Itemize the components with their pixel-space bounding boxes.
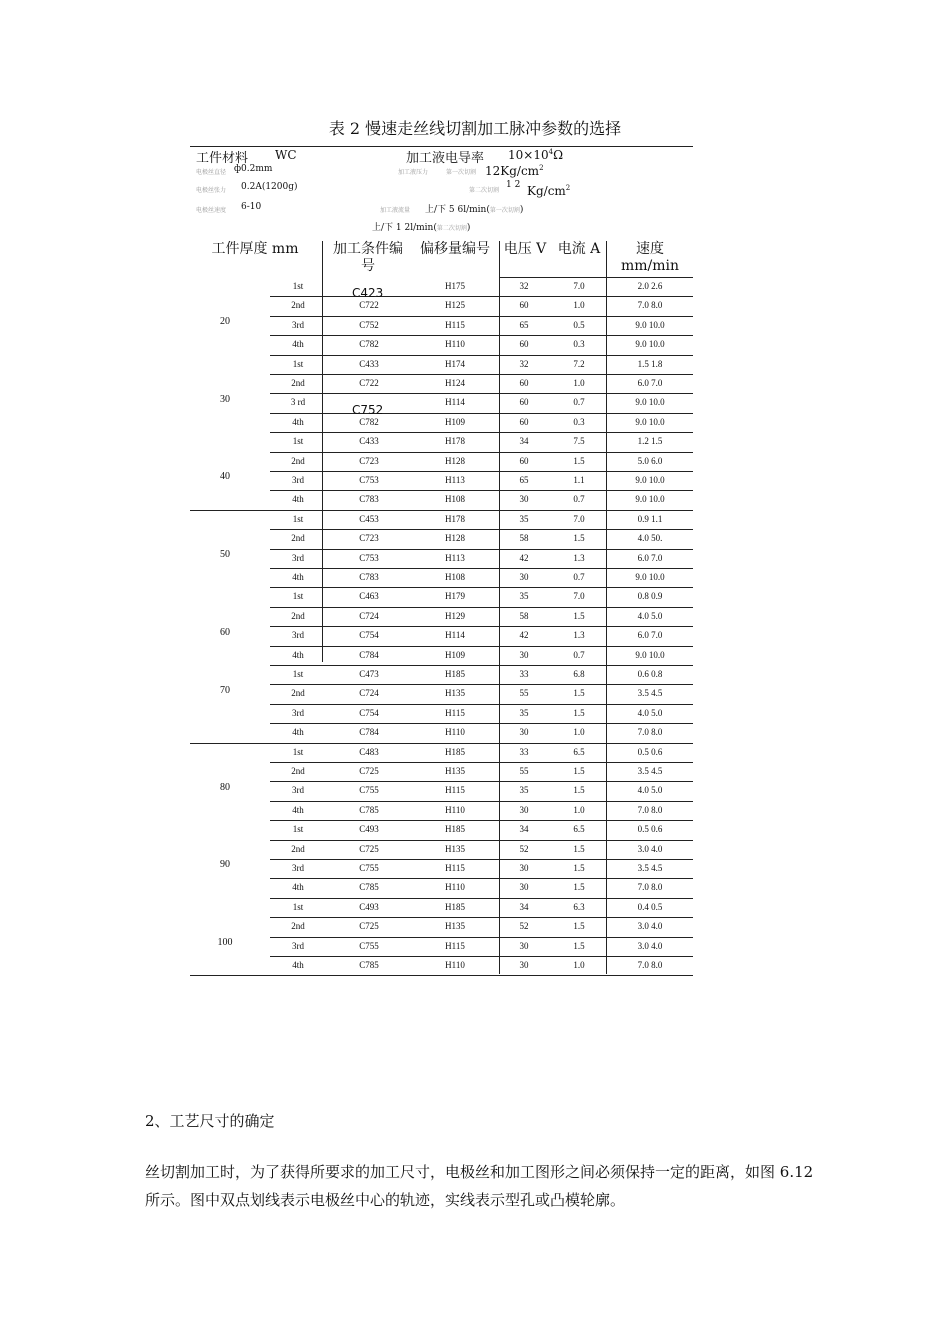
cell-offset: H128 <box>445 533 465 544</box>
cell-offset: H178 <box>445 513 465 524</box>
cell-pass: 4th <box>292 572 304 582</box>
cell-offset: H135 <box>445 688 465 699</box>
col-condition: 加工条件编号 <box>333 241 403 274</box>
cell-speed: 3.0 4.0 <box>637 843 663 854</box>
row-rule <box>190 975 693 976</box>
cell-speed: 0.9 1.1 <box>637 513 663 524</box>
cell-voltage: 35 <box>519 513 529 524</box>
cell-offset: H115 <box>445 940 465 951</box>
cell-pass: 4th <box>292 649 304 660</box>
cell-speed: 1.2 1.5 <box>637 436 663 447</box>
cell-speed: 4.0 50. <box>637 533 663 544</box>
cell-voltage: 30 <box>519 494 529 505</box>
cell-voltage: 58 <box>519 533 529 544</box>
header-bottom-rule <box>499 277 693 278</box>
section-heading: 2、工艺尺寸的确定 <box>145 1112 275 1130</box>
cell-condition: C784 <box>359 727 379 738</box>
cell-condition: C723 <box>359 533 379 544</box>
cell-current: 1.5 <box>573 921 585 932</box>
cell-condition: C754 <box>359 707 379 718</box>
cell-speed: 9.0 10.0 <box>635 649 665 660</box>
col-thickness: 工件厚度 mm <box>211 241 299 257</box>
parameter-table <box>190 144 693 974</box>
cell-condition: C724 <box>359 610 379 621</box>
row-rule <box>190 743 693 744</box>
cell-speed: 6.0 7.0 <box>637 378 663 388</box>
row-rule <box>270 413 693 414</box>
cell-condition: C493 <box>359 901 379 912</box>
cell-current: 1.0 <box>573 300 585 311</box>
cell-pass: 1st <box>292 901 304 912</box>
cell-current: 0.7 <box>573 494 585 505</box>
cell-offset: H113 <box>445 552 465 563</box>
cell-speed: 9.0 10.0 <box>635 319 665 330</box>
cell-condition: C783 <box>359 572 379 582</box>
table-title: 表 2 慢速走丝线切割加工脉冲参数的选择 <box>328 119 622 138</box>
cell-voltage: 34 <box>519 901 529 912</box>
cell-current: 1.5 <box>573 940 585 951</box>
cell-condition: C752 <box>359 319 379 330</box>
row-rule <box>270 665 693 666</box>
row-rule <box>270 917 693 918</box>
cell-speed: 0.5 0.6 <box>637 746 663 757</box>
row-rule <box>270 471 693 472</box>
row-rule <box>270 316 693 317</box>
row-rule <box>270 820 693 821</box>
pressure-second-value: 1 2 <box>506 180 521 190</box>
cell-current: 1.1 <box>573 475 585 485</box>
cell-pass: 2nd <box>291 533 305 544</box>
cell-condition: C725 <box>359 766 379 776</box>
cell-offset: H115 <box>445 319 465 330</box>
cell-speed: 0.8 0.9 <box>637 591 663 602</box>
cell-offset: H110 <box>445 882 465 893</box>
cell-condition: C785 <box>359 960 379 970</box>
cell-pass: 1st <box>292 746 304 757</box>
pressure-first-label: 第一次切割 <box>446 169 477 176</box>
cell-voltage: 60 <box>519 300 529 311</box>
cell-speed: 7.0 8.0 <box>637 300 663 311</box>
thickness-value: 50 <box>220 548 230 560</box>
conductivity-label: 加工液电导率 <box>406 151 485 166</box>
cell-speed: 1.5 1.8 <box>637 358 663 369</box>
cell-voltage: 33 <box>519 669 529 679</box>
cell-offset: H135 <box>445 843 465 854</box>
conductivity-value: $10\times 10^4\Omega$ <box>508 148 564 162</box>
cell-speed: 7.0 8.0 <box>637 727 663 738</box>
cell-voltage: 60 <box>519 339 529 350</box>
cell-speed: 9.0 10.0 <box>635 572 665 582</box>
row-rule <box>190 510 693 511</box>
cell-speed: 7.0 8.0 <box>637 804 663 815</box>
cell-condition: C785 <box>359 882 379 893</box>
cell-voltage: 35 <box>519 707 529 718</box>
cell-pass: 1st <box>292 669 304 679</box>
cell-offset: H135 <box>445 766 465 776</box>
cell-speed: 3.5 4.5 <box>637 863 663 873</box>
cell-pass: 2nd <box>291 455 305 466</box>
cell-pass: 1st <box>292 824 304 835</box>
cell-speed: 4.0 5.0 <box>637 707 663 718</box>
cell-voltage: 42 <box>519 630 529 641</box>
cell-voltage: 32 <box>519 358 529 369</box>
cell-voltage: 58 <box>519 610 529 621</box>
cell-condition: C722 <box>359 378 379 388</box>
cell-voltage: 60 <box>519 397 529 408</box>
cell-pass: 4th <box>292 882 304 893</box>
cell-current: 1.5 <box>573 707 585 718</box>
cell-speed: 9.0 10.0 <box>635 397 665 408</box>
cell-current: 7.5 <box>573 436 585 447</box>
cell-current: 1.5 <box>573 863 585 873</box>
wire-diameter-value: ф0.2mm <box>234 164 273 174</box>
cell-condition: C753 <box>359 552 379 563</box>
thickness-value: 30 <box>220 393 230 405</box>
cell-pass: 3rd <box>292 552 304 563</box>
row-rule <box>270 762 693 763</box>
cell-offset: H185 <box>445 746 465 757</box>
cell-condition: C483 <box>359 746 379 757</box>
cell-speed: 9.0 10.0 <box>635 494 665 505</box>
cell-voltage: 35 <box>519 785 529 796</box>
cell-voltage: 30 <box>519 649 529 660</box>
cell-pass: 2nd <box>291 766 305 776</box>
cell-pass: 3rd <box>292 940 304 951</box>
cell-voltage: 35 <box>519 591 529 602</box>
cell-offset: H185 <box>445 824 465 835</box>
cell-offset: H109 <box>445 416 465 427</box>
row-rule <box>270 840 693 841</box>
cell-speed: 4.0 5.0 <box>637 610 663 621</box>
cell-pass: 2nd <box>291 610 305 621</box>
cell-pass: 1st <box>292 513 304 524</box>
cell-pass: 3rd <box>292 630 304 641</box>
material-label: 工件材料 <box>196 151 249 166</box>
cell-offset: H110 <box>445 804 465 815</box>
row-rule <box>270 898 693 899</box>
cell-current: 0.5 <box>573 319 585 330</box>
cell-speed: 9.0 10.0 <box>635 475 665 485</box>
thickness-value: 100 <box>217 936 233 948</box>
cell-pass: 1st <box>292 358 304 369</box>
cell-condition: C785 <box>359 804 379 815</box>
row-rule <box>270 452 693 453</box>
row-rule <box>270 296 693 297</box>
cell-offset: H115 <box>445 785 465 796</box>
cell-condition: C755 <box>359 940 379 951</box>
cell-condition: C753 <box>359 475 379 485</box>
cell-condition: C755 <box>359 863 379 873</box>
col-speed: 速度 mm/min <box>620 241 680 274</box>
cell-voltage: 30 <box>519 572 529 582</box>
cell-condition: C433 <box>359 436 379 447</box>
cell-current: 1.5 <box>573 610 585 621</box>
row-rule <box>270 704 693 705</box>
cell-speed: 2.0 2.6 <box>637 281 663 291</box>
cell-pass: 1st <box>292 281 304 291</box>
cell-current: 6.3 <box>573 901 585 912</box>
cell-current: 1.3 <box>573 552 585 563</box>
cell-voltage: 34 <box>519 436 529 447</box>
cell-current: 0.7 <box>573 397 585 408</box>
cell-speed: 0.4 0.5 <box>637 901 663 912</box>
cell-current: 1.5 <box>573 766 585 776</box>
cell-offset: H175 <box>445 281 465 291</box>
cell-condition: C463 <box>359 591 379 602</box>
cell-condition: C783 <box>359 494 379 505</box>
condition-overlay-label: C423 <box>352 286 384 300</box>
cell-pass: 4th <box>292 727 304 738</box>
cell-pass: 2nd <box>291 921 305 932</box>
cell-current: 7.0 <box>573 513 585 524</box>
cell-speed: 5.0 6.0 <box>637 455 663 466</box>
body-paragraph: 丝切割加工时，为了获得所要求的加工尺寸，电极丝和加工图形之间必须保持一定的距离，如图 6.12 所示。图中双点划线表示电极丝中心的轨迹，实线表示型孔或凸模轮廓。 <box>145 1163 814 1209</box>
cell-pass: 3 rd <box>290 397 306 408</box>
col-offset: 偏移量编号 <box>420 241 490 257</box>
cell-voltage: 30 <box>519 940 529 951</box>
cell-offset: H110 <box>445 339 465 350</box>
cell-speed: 9.0 10.0 <box>635 339 665 350</box>
row-rule <box>270 355 693 356</box>
cell-speed: 0.5 0.6 <box>637 824 663 835</box>
cell-voltage: 33 <box>519 746 529 757</box>
thickness-value: 70 <box>220 684 230 696</box>
thickness-value: 90 <box>220 859 230 871</box>
pressure-second-unit: $Kg/cm^2$ <box>527 184 571 198</box>
cell-speed: 4.0 5.0 <box>637 785 663 796</box>
cell-offset: H114 <box>445 397 465 408</box>
thickness-value: 60 <box>220 626 230 638</box>
cell-current: 7.0 <box>573 281 585 291</box>
cell-pass: 4th <box>292 416 304 427</box>
cell-current: 1.0 <box>573 378 585 388</box>
cell-voltage: 60 <box>519 455 529 466</box>
flow-first: 上/下 5 6l/min(第一次切割) <box>425 205 524 215</box>
cell-pass: 2nd <box>291 378 305 388</box>
flow-label: 加工液流量 <box>380 207 411 214</box>
row-rule <box>270 529 693 530</box>
cell-voltage: 60 <box>519 416 529 427</box>
pressure-first-value: $12Kg/cm^2$ <box>485 164 544 178</box>
cell-current: 0.3 <box>573 416 585 427</box>
row-rule <box>270 393 693 394</box>
cell-current: 1.0 <box>573 804 585 815</box>
cell-offset: H185 <box>445 901 465 912</box>
row-rule <box>270 607 693 608</box>
cell-offset: H108 <box>445 494 465 505</box>
row-rule <box>270 878 693 879</box>
cell-voltage: 30 <box>519 804 529 815</box>
row-rule <box>270 956 693 957</box>
cell-current: 1.5 <box>573 533 585 544</box>
cell-current: 7.0 <box>573 591 585 602</box>
cell-current: 1.5 <box>573 785 585 796</box>
cell-offset: H110 <box>445 727 465 738</box>
cell-condition: C473 <box>359 669 379 679</box>
cell-condition: C782 <box>359 416 379 427</box>
row-rule <box>270 801 693 802</box>
wire-tension-value: 0.2A(1200g) <box>241 182 298 192</box>
col-current: 电流 A <box>557 241 601 257</box>
cell-offset: H114 <box>445 630 465 641</box>
cell-voltage: 52 <box>519 921 529 932</box>
wire-diameter-label: 电极丝直径 <box>196 169 227 176</box>
cell-speed: 7.0 8.0 <box>637 960 663 970</box>
cell-current: 1.3 <box>573 630 585 641</box>
col-voltage: 电压 V <box>503 241 547 257</box>
cell-current: 6.8 <box>573 669 585 679</box>
cell-offset: H108 <box>445 572 465 582</box>
cell-pass: 2nd <box>291 300 305 311</box>
cell-offset: H109 <box>445 649 465 660</box>
row-rule <box>270 646 693 647</box>
cell-speed: 3.0 4.0 <box>637 940 663 951</box>
cell-pass: 4th <box>292 960 304 970</box>
cell-speed: 3.0 4.0 <box>637 921 663 932</box>
cell-current: 0.3 <box>573 339 585 350</box>
cell-offset: H125 <box>445 300 465 311</box>
cell-voltage: 42 <box>519 552 529 563</box>
cell-voltage: 65 <box>519 319 529 330</box>
cell-voltage: 30 <box>519 960 529 970</box>
cell-current: 7.2 <box>573 358 585 369</box>
cell-condition: C782 <box>359 339 379 350</box>
row-rule <box>270 374 693 375</box>
cell-offset: H174 <box>445 358 465 369</box>
cell-offset: H115 <box>445 863 465 873</box>
cell-current: 6.5 <box>573 746 585 757</box>
cell-condition: C724 <box>359 688 379 699</box>
material-value: WC <box>275 148 297 162</box>
cell-current: 1.0 <box>573 727 585 738</box>
cell-speed: 6.0 7.0 <box>637 552 663 563</box>
row-rule <box>270 432 693 433</box>
cell-current: 0.7 <box>573 649 585 660</box>
cell-condition: C725 <box>359 843 379 854</box>
cell-offset: H124 <box>445 378 465 388</box>
cell-pass: 4th <box>292 339 304 350</box>
cell-voltage: 52 <box>519 843 529 854</box>
row-rule <box>270 335 693 336</box>
cell-condition: C433 <box>359 358 379 369</box>
cell-pass: 1st <box>292 436 304 447</box>
cell-offset: H135 <box>445 921 465 932</box>
cell-pass: 4th <box>292 494 304 505</box>
row-rule <box>270 937 693 938</box>
cell-offset: H129 <box>445 610 465 621</box>
cell-current: 1.5 <box>573 455 585 466</box>
cell-current: 1.0 <box>573 960 585 970</box>
cell-voltage: 55 <box>519 766 529 776</box>
cell-speed: 3.5 4.5 <box>637 766 663 776</box>
flow-second: 上/下 1 2l/min(第二次切割) <box>372 223 471 233</box>
cell-pass: 3rd <box>292 863 304 873</box>
condition-overlay-label: C752 <box>352 403 384 418</box>
cell-speed: 6.0 7.0 <box>637 630 663 641</box>
cell-condition: C723 <box>359 455 379 466</box>
row-rule <box>270 490 693 491</box>
pressure-label: 加工液压力 <box>398 169 429 176</box>
cell-offset: H115 <box>445 707 465 718</box>
cell-voltage: 30 <box>519 882 529 893</box>
pressure-second-label: 第二次切割 <box>469 187 500 194</box>
cell-pass: 3rd <box>292 707 304 718</box>
cell-offset: H128 <box>445 455 465 466</box>
thickness-value: 80 <box>220 781 230 793</box>
cell-condition: C755 <box>359 785 379 796</box>
row-rule <box>270 859 693 860</box>
cell-pass: 3rd <box>292 319 304 330</box>
row-rule <box>270 781 693 782</box>
cell-voltage: 65 <box>519 475 529 485</box>
cell-speed: 3.5 4.5 <box>637 688 663 699</box>
cell-current: 0.7 <box>573 572 585 582</box>
thickness-value: 40 <box>220 471 230 483</box>
wire-tension-label: 电极丝张力 <box>196 187 227 194</box>
cell-voltage: 30 <box>519 727 529 738</box>
cell-condition: C784 <box>359 649 379 660</box>
cell-condition: C453 <box>359 513 379 524</box>
cell-speed: 7.0 8.0 <box>637 882 663 893</box>
thickness-value: 20 <box>220 316 230 328</box>
cell-offset: H179 <box>445 591 465 602</box>
row-rule <box>270 549 693 550</box>
cell-pass: 2nd <box>291 688 305 699</box>
cell-voltage: 32 <box>519 281 529 291</box>
cell-offset: H178 <box>445 436 465 447</box>
wire-speed-value: 6-10 <box>241 202 262 212</box>
cell-current: 6.5 <box>573 824 585 835</box>
cell-pass: 1st <box>292 591 304 602</box>
wire-speed-label: 电极丝速度 <box>196 207 227 214</box>
cell-current: 1.5 <box>573 843 585 854</box>
cell-current: 1.5 <box>573 882 585 893</box>
cell-condition: C725 <box>359 921 379 932</box>
cell-offset: H113 <box>445 475 465 485</box>
row-rule <box>270 723 693 724</box>
cell-offset: H185 <box>445 669 465 679</box>
cell-pass: 2nd <box>291 843 305 854</box>
cell-speed: 0.6 0.8 <box>637 669 663 679</box>
cell-current: 1.5 <box>573 688 585 699</box>
cell-voltage: 55 <box>519 688 529 699</box>
row-rule <box>270 684 693 685</box>
cell-pass: 3rd <box>292 475 304 485</box>
cell-condition: C754 <box>359 630 379 641</box>
cell-voltage: 34 <box>519 824 529 835</box>
cell-condition: C493 <box>359 824 379 835</box>
row-rule <box>270 587 693 588</box>
cell-condition: C722 <box>359 300 379 311</box>
cell-speed: 9.0 10.0 <box>635 416 665 427</box>
row-rule <box>270 626 693 627</box>
cell-offset: H110 <box>445 960 465 970</box>
cell-voltage: 60 <box>519 378 529 388</box>
cell-pass: 3rd <box>292 785 304 796</box>
cell-voltage: 30 <box>519 863 529 873</box>
cell-pass: 4th <box>292 804 304 815</box>
row-rule <box>270 568 693 569</box>
